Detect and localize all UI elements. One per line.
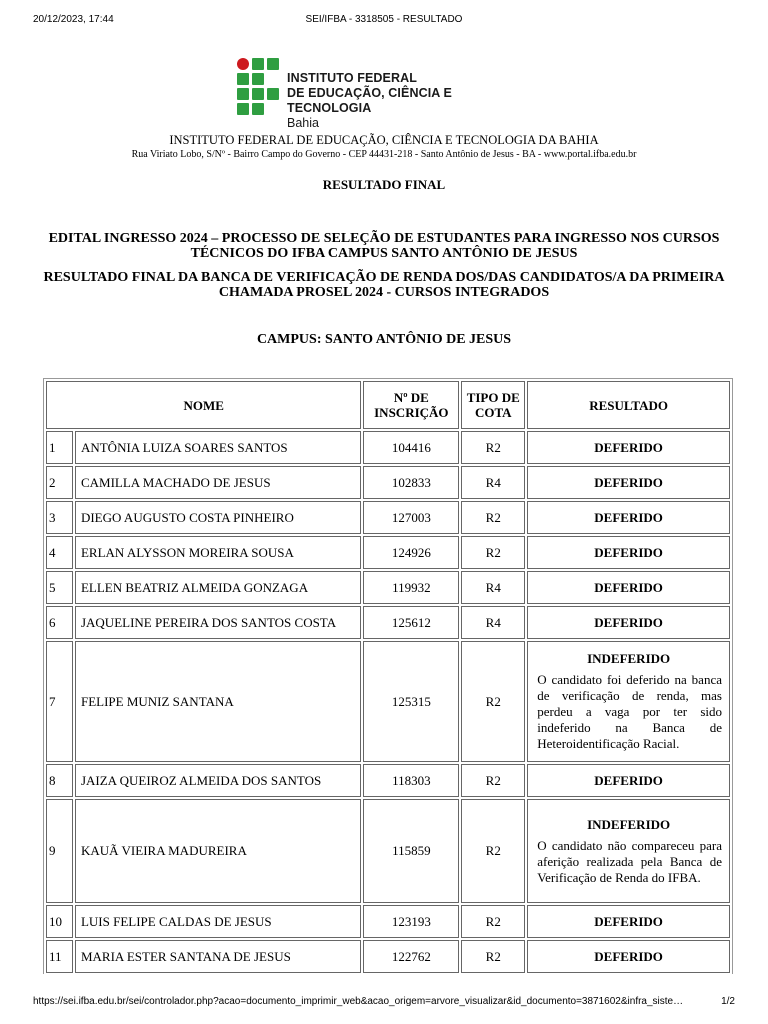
print-datetime: 20/12/2023, 17:44: [33, 14, 114, 25]
quota-type: R4: [461, 466, 525, 499]
quota-type: R2: [461, 905, 525, 938]
candidate-name: MARIA ESTER SANTANA DE JESUS: [75, 940, 361, 973]
result-status: DEFERIDO: [527, 606, 730, 639]
result-status: INDEFERIDO: [587, 816, 671, 832]
candidate-name: KAUÃ VIEIRA MADUREIRA: [75, 799, 361, 903]
row-number: 5: [46, 571, 73, 604]
print-url: https://sei.ifba.edu.br/sei/controlador.php?acao=documento_imprimir_web&acao_origem=arvore_visualizar&id_documento=3871602&infra_siste…: [33, 996, 684, 1007]
row-number: 7: [46, 641, 73, 762]
registration-number: 102833: [363, 466, 459, 499]
registration-number: 123193: [363, 905, 459, 938]
result-status: DEFERIDO: [527, 905, 730, 938]
candidate-name: JAIZA QUEIROZ ALMEIDA DOS SANTOS: [75, 764, 361, 797]
candidate-name: ANTÔNIA LUIZA SOARES SANTOS: [75, 431, 361, 464]
row-number: 3: [46, 501, 73, 534]
quota-type: R4: [461, 571, 525, 604]
table-row: [46, 431, 730, 464]
result-status: DEFERIDO: [527, 571, 730, 604]
table-row: [46, 641, 730, 762]
print-page-number: 1/2: [721, 996, 735, 1007]
logo-line-1: INSTITUTO FEDERAL: [287, 71, 417, 85]
result-status: INDEFERIDO: [587, 651, 671, 666]
table-header-row: [46, 381, 730, 429]
quota-type: R2: [461, 536, 525, 569]
document-title: RESULTADO FINAL: [322, 177, 446, 192]
logo-line-3: Bahia: [287, 116, 319, 130]
print-header: [0, 14, 768, 28]
result-justification: O candidato foi deferido na banca de verificação de renda, mas perdeu a vaga por ter sido indeferido na Banca de Heteroidentificação Racial.: [537, 672, 722, 751]
table-row: [46, 466, 730, 499]
registration-number: 127003: [363, 501, 459, 534]
result-status: DEFERIDO: [527, 466, 730, 499]
table-row: [46, 799, 730, 903]
result-status: DEFERIDO: [527, 764, 730, 797]
result-status: DEFERIDO: [527, 431, 730, 464]
campus-title: CAMPUS: SANTO ANTÔNIO DE JESUS: [256, 332, 512, 347]
registration-number: 118303: [363, 764, 459, 797]
print-doc-id: SEI/IFBA - 3318505 - RESULTADO: [305, 14, 463, 25]
registration-number: 119932: [363, 571, 459, 604]
table-row: [46, 501, 730, 534]
row-number: 6: [46, 606, 73, 639]
candidate-name: DIEGO AUGUSTO COSTA PINHEIRO: [75, 501, 361, 534]
print-footer: [0, 996, 768, 1010]
results-table: [44, 379, 732, 974]
candidate-name: ERLAN ALYSSON MOREIRA SOUSA: [75, 536, 361, 569]
result-status: DEFERIDO: [527, 501, 730, 534]
candidate-name: FELIPE MUNIZ SANTANA: [75, 641, 361, 762]
table-row: [46, 571, 730, 604]
row-number: 2: [46, 466, 73, 499]
table-row: [46, 905, 730, 938]
quota-type: R2: [461, 501, 525, 534]
institution-address: Rua Viriato Lobo, S/Nº - Bairro Campo do Governo - CEP 44431-218 - Santo Antônio de Jesus - BA - www.portal.ifba.edu.br: [131, 149, 637, 160]
ifba-logo: [237, 58, 537, 130]
registration-number: 115859: [363, 799, 459, 903]
header-inscricao: Nº DE INSCRIÇÃO: [363, 381, 459, 429]
results-table-container: [43, 378, 733, 974]
candidate-name: LUIS FELIPE CALDAS DE JESUS: [75, 905, 361, 938]
candidate-name: CAMILLA MACHADO DE JESUS: [75, 466, 361, 499]
header-resultado: RESULTADO: [527, 381, 730, 429]
quota-type: R2: [461, 799, 525, 903]
quota-type: R2: [461, 940, 525, 973]
ifba-logo-icon: [237, 58, 281, 114]
table-row: [46, 606, 730, 639]
row-number: 1: [46, 431, 73, 464]
quota-type: R2: [461, 764, 525, 797]
quota-type: R2: [461, 641, 525, 762]
registration-number: 125612: [363, 606, 459, 639]
table-row: [46, 536, 730, 569]
header-nome: NOME: [46, 381, 361, 429]
row-number: 4: [46, 536, 73, 569]
row-number: 8: [46, 764, 73, 797]
result-subtitle: RESULTADO FINAL DA BANCA DE VERIFICAÇÃO DE RENDA DOS/DAS CANDIDATOS/A DA PRIMEIRA CHAMADA PROSEL 2024 - CURSOS INTEGRADOS: [43, 270, 725, 300]
quota-type: R2: [461, 431, 525, 464]
header-cota: TIPO DE COTA: [461, 381, 525, 429]
row-number: 10: [46, 905, 73, 938]
candidate-name: ELLEN BEATRIZ ALMEIDA GONZAGA: [75, 571, 361, 604]
result-cell: [527, 799, 730, 903]
logo-line-2: DE EDUCAÇÃO, CIÊNCIA E TECNOLOGIA: [287, 86, 452, 115]
row-number: 9: [46, 799, 73, 903]
result-cell: [527, 641, 730, 762]
edital-title: EDITAL INGRESSO 2024 – PROCESSO DE SELEÇÃO DE ESTUDANTES PARA INGRESSO NOS CURSOS TÉCNICOS DO IFBA CAMPUS SANTO ANTÔNIO DE JESUS: [48, 231, 720, 261]
registration-number: 122762: [363, 940, 459, 973]
row-number: 11: [46, 940, 73, 973]
table-row: [46, 764, 730, 797]
result-status: DEFERIDO: [527, 536, 730, 569]
quota-type: R4: [461, 606, 525, 639]
registration-number: 125315: [363, 641, 459, 762]
candidate-name: JAQUELINE PEREIRA DOS SANTOS COSTA: [75, 606, 361, 639]
institution-name: INSTITUTO FEDERAL DE EDUCAÇÃO, CIÊNCIA E TECNOLOGIA DA BAHIA: [169, 133, 599, 147]
result-justification: O candidato não compareceu para aferição realizada pela Banca de Verificação de Renda do IFBA.: [537, 837, 722, 885]
table-row: [46, 940, 730, 973]
registration-number: 104416: [363, 431, 459, 464]
registration-number: 124926: [363, 536, 459, 569]
ifba-logo-text: [287, 71, 537, 131]
result-status: DEFERIDO: [527, 940, 730, 973]
